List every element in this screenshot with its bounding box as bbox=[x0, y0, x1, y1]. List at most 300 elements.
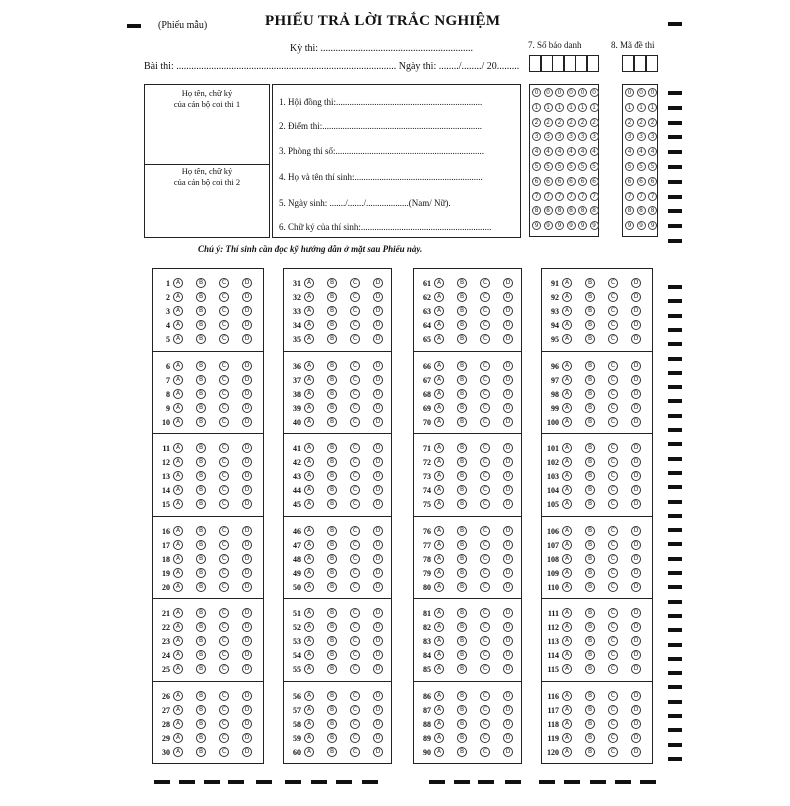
answer-bubble-d[interactable]: D bbox=[503, 278, 513, 288]
answer-bubble-a[interactable]: A bbox=[173, 664, 183, 674]
sbd-digit-box[interactable] bbox=[564, 55, 576, 72]
answer-bubble-b[interactable]: B bbox=[196, 499, 206, 509]
exam-code-digit-bubble[interactable]: 1 bbox=[648, 103, 657, 112]
answer-bubble-a[interactable]: A bbox=[562, 608, 572, 618]
answer-bubble-c[interactable]: C bbox=[608, 292, 618, 302]
answer-bubble-d[interactable]: D bbox=[242, 540, 252, 550]
answer-bubble-c[interactable]: C bbox=[350, 636, 360, 646]
answer-bubble-d[interactable]: D bbox=[373, 664, 383, 674]
answer-bubble-d[interactable]: D bbox=[373, 471, 383, 481]
exam-code-digit-bubble[interactable]: 0 bbox=[637, 88, 646, 97]
answer-bubble-b[interactable]: B bbox=[457, 334, 467, 344]
answer-bubble-a[interactable]: A bbox=[173, 582, 183, 592]
answer-bubble-b[interactable]: B bbox=[585, 471, 595, 481]
answer-bubble-d[interactable]: D bbox=[631, 747, 641, 757]
sbd-digit-bubble[interactable]: 7 bbox=[544, 192, 553, 201]
exam-code-digit-bubble[interactable]: 0 bbox=[625, 88, 634, 97]
answer-bubble-b[interactable]: B bbox=[585, 691, 595, 701]
answer-bubble-c[interactable]: C bbox=[350, 691, 360, 701]
answer-bubble-c[interactable]: C bbox=[608, 471, 618, 481]
answer-bubble-d[interactable]: D bbox=[631, 485, 641, 495]
sbd-digit-bubble[interactable]: 0 bbox=[555, 88, 564, 97]
answer-bubble-d[interactable]: D bbox=[503, 636, 513, 646]
answer-bubble-b[interactable]: B bbox=[196, 403, 206, 413]
exam-code-digit-bubble[interactable]: 7 bbox=[625, 192, 634, 201]
answer-bubble-d[interactable]: D bbox=[503, 320, 513, 330]
answer-bubble-b[interactable]: B bbox=[327, 499, 337, 509]
candidate-signature-field[interactable]: 6. Chữ ký của thí sinh:.......................................................... bbox=[279, 222, 492, 232]
answer-bubble-b[interactable]: B bbox=[585, 292, 595, 302]
answer-bubble-a[interactable]: A bbox=[434, 526, 444, 536]
answer-bubble-a[interactable]: A bbox=[434, 747, 444, 757]
answer-bubble-b[interactable]: B bbox=[585, 719, 595, 729]
sbd-digit-box[interactable] bbox=[541, 55, 553, 72]
answer-bubble-c[interactable]: C bbox=[219, 568, 229, 578]
answer-bubble-c[interactable]: C bbox=[608, 306, 618, 316]
birth-date-field[interactable]: 5. Ngày sinh: ......./......./...................(Nam/ Nữ). bbox=[279, 198, 451, 208]
answer-bubble-c[interactable]: C bbox=[608, 691, 618, 701]
answer-bubble-b[interactable]: B bbox=[585, 650, 595, 660]
answer-bubble-c[interactable]: C bbox=[350, 568, 360, 578]
answer-bubble-a[interactable]: A bbox=[562, 636, 572, 646]
answer-bubble-a[interactable]: A bbox=[173, 457, 183, 467]
answer-bubble-d[interactable]: D bbox=[373, 622, 383, 632]
answer-bubble-b[interactable]: B bbox=[585, 554, 595, 564]
answer-bubble-b[interactable]: B bbox=[196, 568, 206, 578]
answer-bubble-d[interactable]: D bbox=[242, 664, 252, 674]
sbd-digit-bubble[interactable]: 3 bbox=[578, 132, 587, 141]
answer-bubble-b[interactable]: B bbox=[457, 526, 467, 536]
room-field[interactable]: 3. Phòng thi số:.................................................................. bbox=[279, 146, 485, 156]
answer-bubble-c[interactable]: C bbox=[219, 554, 229, 564]
answer-bubble-c[interactable]: C bbox=[608, 389, 618, 399]
answer-bubble-a[interactable]: A bbox=[562, 375, 572, 385]
answer-bubble-a[interactable]: A bbox=[434, 485, 444, 495]
answer-bubble-d[interactable]: D bbox=[242, 278, 252, 288]
answer-bubble-d[interactable]: D bbox=[503, 733, 513, 743]
sbd-digit-bubble[interactable]: 4 bbox=[567, 147, 576, 156]
answer-bubble-a[interactable]: A bbox=[562, 334, 572, 344]
answer-bubble-a[interactable]: A bbox=[434, 650, 444, 660]
answer-bubble-d[interactable]: D bbox=[631, 733, 641, 743]
answer-bubble-d[interactable]: D bbox=[242, 334, 252, 344]
answer-bubble-a[interactable]: A bbox=[434, 499, 444, 509]
answer-bubble-b[interactable]: B bbox=[196, 650, 206, 660]
answer-bubble-b[interactable]: B bbox=[585, 320, 595, 330]
answer-bubble-d[interactable]: D bbox=[503, 554, 513, 564]
answer-bubble-d[interactable]: D bbox=[631, 526, 641, 536]
answer-bubble-b[interactable]: B bbox=[585, 403, 595, 413]
answer-bubble-a[interactable]: A bbox=[434, 278, 444, 288]
answer-bubble-b[interactable]: B bbox=[457, 568, 467, 578]
answer-bubble-a[interactable]: A bbox=[434, 719, 444, 729]
answer-bubble-a[interactable]: A bbox=[434, 306, 444, 316]
answer-bubble-c[interactable]: C bbox=[350, 375, 360, 385]
sbd-digit-bubble[interactable]: 8 bbox=[555, 206, 564, 215]
answer-bubble-a[interactable]: A bbox=[304, 375, 314, 385]
answer-bubble-c[interactable]: C bbox=[480, 636, 490, 646]
answer-bubble-d[interactable]: D bbox=[503, 292, 513, 302]
answer-bubble-c[interactable]: C bbox=[608, 747, 618, 757]
answer-bubble-a[interactable]: A bbox=[304, 306, 314, 316]
answer-bubble-b[interactable]: B bbox=[457, 733, 467, 743]
answer-bubble-d[interactable]: D bbox=[503, 540, 513, 550]
answer-bubble-c[interactable]: C bbox=[608, 608, 618, 618]
answer-bubble-c[interactable]: C bbox=[350, 650, 360, 660]
answer-bubble-b[interactable]: B bbox=[457, 389, 467, 399]
answer-bubble-d[interactable]: D bbox=[631, 622, 641, 632]
answer-bubble-a[interactable]: A bbox=[562, 457, 572, 467]
sbd-digit-bubble[interactable]: 0 bbox=[590, 88, 599, 97]
answer-bubble-a[interactable]: A bbox=[173, 443, 183, 453]
sbd-digit-bubble[interactable]: 9 bbox=[555, 221, 564, 230]
answer-bubble-a[interactable]: A bbox=[434, 443, 444, 453]
exam-code-digit-bubble[interactable]: 3 bbox=[637, 132, 646, 141]
answer-bubble-b[interactable]: B bbox=[196, 320, 206, 330]
answer-bubble-c[interactable]: C bbox=[350, 443, 360, 453]
answer-bubble-b[interactable]: B bbox=[327, 568, 337, 578]
answer-bubble-a[interactable]: A bbox=[173, 691, 183, 701]
exam-code-digit-bubble[interactable]: 8 bbox=[648, 206, 657, 215]
answer-bubble-d[interactable]: D bbox=[631, 306, 641, 316]
exam-code-digit-bubble[interactable]: 9 bbox=[625, 221, 634, 230]
sbd-digit-bubble[interactable]: 0 bbox=[532, 88, 541, 97]
answer-bubble-b[interactable]: B bbox=[196, 457, 206, 467]
answer-bubble-d[interactable]: D bbox=[242, 554, 252, 564]
answer-bubble-c[interactable]: C bbox=[608, 664, 618, 674]
answer-bubble-d[interactable]: D bbox=[373, 747, 383, 757]
answer-bubble-b[interactable]: B bbox=[585, 278, 595, 288]
answer-bubble-c[interactable]: C bbox=[480, 664, 490, 674]
answer-bubble-b[interactable]: B bbox=[327, 650, 337, 660]
answer-bubble-b[interactable]: B bbox=[457, 471, 467, 481]
answer-bubble-c[interactable]: C bbox=[480, 691, 490, 701]
answer-bubble-b[interactable]: B bbox=[327, 540, 337, 550]
sbd-digit-bubble[interactable]: 2 bbox=[578, 118, 587, 127]
answer-bubble-c[interactable]: C bbox=[608, 733, 618, 743]
exam-code-digit-bubble[interactable]: 9 bbox=[648, 221, 657, 230]
answer-bubble-b[interactable]: B bbox=[327, 306, 337, 316]
answer-bubble-a[interactable]: A bbox=[173, 375, 183, 385]
exam-code-digit-bubble[interactable]: 0 bbox=[648, 88, 657, 97]
answer-bubble-b[interactable]: B bbox=[196, 485, 206, 495]
sbd-digit-bubble[interactable]: 4 bbox=[578, 147, 587, 156]
answer-bubble-a[interactable]: A bbox=[304, 540, 314, 550]
answer-bubble-c[interactable]: C bbox=[608, 278, 618, 288]
answer-bubble-d[interactable]: D bbox=[373, 375, 383, 385]
answer-bubble-b[interactable]: B bbox=[327, 747, 337, 757]
answer-bubble-a[interactable]: A bbox=[562, 733, 572, 743]
answer-bubble-b[interactable]: B bbox=[457, 691, 467, 701]
answer-bubble-b[interactable]: B bbox=[585, 361, 595, 371]
answer-bubble-c[interactable]: C bbox=[480, 457, 490, 467]
answer-bubble-d[interactable]: D bbox=[631, 334, 641, 344]
exam-code-digit-bubble[interactable]: 1 bbox=[637, 103, 646, 112]
answer-bubble-a[interactable]: A bbox=[304, 526, 314, 536]
exam-code-digit-bubble[interactable]: 1 bbox=[625, 103, 634, 112]
answer-bubble-b[interactable]: B bbox=[457, 417, 467, 427]
answer-bubble-b[interactable]: B bbox=[196, 608, 206, 618]
answer-bubble-b[interactable]: B bbox=[585, 457, 595, 467]
answer-bubble-c[interactable]: C bbox=[350, 278, 360, 288]
answer-bubble-a[interactable]: A bbox=[173, 361, 183, 371]
answer-bubble-c[interactable]: C bbox=[350, 622, 360, 632]
answer-bubble-d[interactable]: D bbox=[242, 691, 252, 701]
answer-bubble-b[interactable]: B bbox=[585, 664, 595, 674]
answer-bubble-c[interactable]: C bbox=[219, 526, 229, 536]
answer-bubble-b[interactable]: B bbox=[327, 457, 337, 467]
answer-bubble-b[interactable]: B bbox=[327, 622, 337, 632]
answer-bubble-c[interactable]: C bbox=[219, 361, 229, 371]
exam-code-digit-bubble[interactable]: 5 bbox=[637, 162, 646, 171]
answer-bubble-b[interactable]: B bbox=[327, 608, 337, 618]
answer-bubble-b[interactable]: B bbox=[196, 582, 206, 592]
answer-bubble-b[interactable]: B bbox=[327, 664, 337, 674]
answer-bubble-b[interactable]: B bbox=[327, 691, 337, 701]
answer-bubble-b[interactable]: B bbox=[457, 292, 467, 302]
answer-bubble-b[interactable]: B bbox=[327, 719, 337, 729]
answer-bubble-b[interactable]: B bbox=[457, 664, 467, 674]
answer-bubble-a[interactable]: A bbox=[434, 375, 444, 385]
answer-bubble-b[interactable]: B bbox=[327, 375, 337, 385]
answer-bubble-d[interactable]: D bbox=[631, 540, 641, 550]
answer-bubble-d[interactable]: D bbox=[503, 664, 513, 674]
answer-bubble-c[interactable]: C bbox=[608, 334, 618, 344]
answer-bubble-b[interactable]: B bbox=[196, 389, 206, 399]
answer-bubble-b[interactable]: B bbox=[457, 457, 467, 467]
answer-bubble-a[interactable]: A bbox=[434, 582, 444, 592]
answer-bubble-b[interactable]: B bbox=[196, 417, 206, 427]
exam-code-digit-box[interactable] bbox=[646, 55, 658, 72]
answer-bubble-d[interactable]: D bbox=[242, 622, 252, 632]
answer-bubble-b[interactable]: B bbox=[585, 705, 595, 715]
answer-bubble-c[interactable]: C bbox=[608, 622, 618, 632]
answer-bubble-a[interactable]: A bbox=[562, 417, 572, 427]
answer-bubble-a[interactable]: A bbox=[562, 403, 572, 413]
answer-bubble-d[interactable]: D bbox=[503, 568, 513, 578]
answer-bubble-d[interactable]: D bbox=[503, 306, 513, 316]
answer-bubble-b[interactable]: B bbox=[585, 747, 595, 757]
answer-bubble-a[interactable]: A bbox=[304, 608, 314, 618]
answer-bubble-a[interactable]: A bbox=[562, 292, 572, 302]
answer-bubble-a[interactable]: A bbox=[173, 471, 183, 481]
answer-bubble-b[interactable]: B bbox=[585, 485, 595, 495]
sbd-digit-bubble[interactable]: 2 bbox=[590, 118, 599, 127]
answer-bubble-c[interactable]: C bbox=[608, 636, 618, 646]
answer-bubble-d[interactable]: D bbox=[242, 457, 252, 467]
answer-bubble-a[interactable]: A bbox=[304, 568, 314, 578]
answer-bubble-d[interactable]: D bbox=[242, 320, 252, 330]
answer-bubble-c[interactable]: C bbox=[480, 499, 490, 509]
answer-bubble-b[interactable]: B bbox=[457, 278, 467, 288]
answer-bubble-b[interactable]: B bbox=[327, 292, 337, 302]
answer-bubble-c[interactable]: C bbox=[480, 417, 490, 427]
answer-bubble-b[interactable]: B bbox=[196, 334, 206, 344]
answer-bubble-a[interactable]: A bbox=[434, 320, 444, 330]
answer-bubble-d[interactable]: D bbox=[503, 622, 513, 632]
answer-bubble-c[interactable]: C bbox=[608, 375, 618, 385]
answer-bubble-d[interactable]: D bbox=[373, 636, 383, 646]
answer-bubble-c[interactable]: C bbox=[608, 540, 618, 550]
sbd-digit-bubble[interactable]: 9 bbox=[544, 221, 553, 230]
answer-bubble-c[interactable]: C bbox=[480, 320, 490, 330]
answer-bubble-b[interactable]: B bbox=[327, 334, 337, 344]
answer-bubble-a[interactable]: A bbox=[304, 691, 314, 701]
answer-bubble-c[interactable]: C bbox=[608, 485, 618, 495]
answer-bubble-c[interactable]: C bbox=[350, 361, 360, 371]
answer-bubble-d[interactable]: D bbox=[242, 582, 252, 592]
answer-bubble-b[interactable]: B bbox=[457, 540, 467, 550]
answer-bubble-a[interactable]: A bbox=[562, 471, 572, 481]
exam-code-digit-bubble[interactable]: 3 bbox=[625, 132, 634, 141]
answer-bubble-d[interactable]: D bbox=[503, 526, 513, 536]
exam-code-digit-bubble[interactable]: 6 bbox=[637, 177, 646, 186]
answer-bubble-c[interactable]: C bbox=[350, 499, 360, 509]
answer-bubble-c[interactable]: C bbox=[350, 334, 360, 344]
answer-bubble-a[interactable]: A bbox=[562, 568, 572, 578]
answer-bubble-c[interactable]: C bbox=[480, 526, 490, 536]
answer-bubble-a[interactable]: A bbox=[173, 622, 183, 632]
sbd-digit-bubble[interactable]: 4 bbox=[590, 147, 599, 156]
answer-bubble-d[interactable]: D bbox=[503, 582, 513, 592]
answer-bubble-d[interactable]: D bbox=[631, 705, 641, 715]
answer-bubble-d[interactable]: D bbox=[242, 747, 252, 757]
answer-bubble-c[interactable]: C bbox=[608, 361, 618, 371]
answer-bubble-d[interactable]: D bbox=[503, 499, 513, 509]
answer-bubble-d[interactable]: D bbox=[373, 320, 383, 330]
answer-bubble-b[interactable]: B bbox=[196, 292, 206, 302]
answer-bubble-a[interactable]: A bbox=[173, 540, 183, 550]
answer-bubble-a[interactable]: A bbox=[304, 334, 314, 344]
answer-bubble-a[interactable]: A bbox=[304, 636, 314, 646]
answer-bubble-a[interactable]: A bbox=[562, 389, 572, 399]
answer-bubble-a[interactable]: A bbox=[434, 636, 444, 646]
answer-bubble-b[interactable]: B bbox=[196, 664, 206, 674]
answer-bubble-d[interactable]: D bbox=[503, 375, 513, 385]
answer-bubble-d[interactable]: D bbox=[503, 719, 513, 729]
sbd-digit-bubble[interactable]: 3 bbox=[544, 132, 553, 141]
answer-bubble-c[interactable]: C bbox=[480, 650, 490, 660]
answer-bubble-a[interactable]: A bbox=[562, 320, 572, 330]
answer-bubble-a[interactable]: A bbox=[562, 540, 572, 550]
answer-bubble-d[interactable]: D bbox=[631, 471, 641, 481]
answer-bubble-b[interactable]: B bbox=[457, 622, 467, 632]
answer-bubble-c[interactable]: C bbox=[219, 306, 229, 316]
answer-bubble-a[interactable]: A bbox=[173, 568, 183, 578]
sbd-digit-bubble[interactable]: 6 bbox=[567, 177, 576, 186]
answer-bubble-c[interactable]: C bbox=[219, 608, 229, 618]
answer-bubble-a[interactable]: A bbox=[562, 719, 572, 729]
answer-bubble-a[interactable]: A bbox=[304, 499, 314, 509]
answer-bubble-a[interactable]: A bbox=[434, 361, 444, 371]
exam-code-digit-bubble[interactable]: 5 bbox=[625, 162, 634, 171]
sbd-digit-bubble[interactable]: 9 bbox=[590, 221, 599, 230]
sbd-digit-bubble[interactable]: 4 bbox=[532, 147, 541, 156]
answer-bubble-c[interactable]: C bbox=[480, 608, 490, 618]
answer-bubble-d[interactable]: D bbox=[631, 554, 641, 564]
sbd-digit-bubble[interactable]: 5 bbox=[578, 162, 587, 171]
answer-bubble-b[interactable]: B bbox=[457, 443, 467, 453]
answer-bubble-b[interactable]: B bbox=[585, 375, 595, 385]
answer-bubble-d[interactable]: D bbox=[503, 443, 513, 453]
answer-bubble-d[interactable]: D bbox=[373, 403, 383, 413]
answer-bubble-a[interactable]: A bbox=[434, 457, 444, 467]
answer-bubble-a[interactable]: A bbox=[304, 457, 314, 467]
answer-bubble-c[interactable]: C bbox=[350, 705, 360, 715]
answer-bubble-b[interactable]: B bbox=[327, 705, 337, 715]
answer-bubble-b[interactable]: B bbox=[196, 526, 206, 536]
answer-bubble-a[interactable]: A bbox=[173, 278, 183, 288]
answer-bubble-b[interactable]: B bbox=[196, 361, 206, 371]
exam-code-digit-bubble[interactable]: 4 bbox=[637, 147, 646, 156]
answer-bubble-a[interactable]: A bbox=[173, 526, 183, 536]
answer-bubble-c[interactable]: C bbox=[608, 719, 618, 729]
answer-bubble-d[interactable]: D bbox=[631, 375, 641, 385]
answer-bubble-b[interactable]: B bbox=[196, 691, 206, 701]
answer-bubble-c[interactable]: C bbox=[350, 417, 360, 427]
answer-bubble-b[interactable]: B bbox=[327, 361, 337, 371]
answer-bubble-a[interactable]: A bbox=[304, 554, 314, 564]
sbd-digit-bubble[interactable]: 7 bbox=[555, 192, 564, 201]
answer-bubble-d[interactable]: D bbox=[503, 403, 513, 413]
answer-bubble-d[interactable]: D bbox=[631, 403, 641, 413]
answer-bubble-a[interactable]: A bbox=[173, 636, 183, 646]
answer-bubble-a[interactable]: A bbox=[562, 582, 572, 592]
answer-bubble-c[interactable]: C bbox=[480, 747, 490, 757]
answer-bubble-b[interactable]: B bbox=[457, 582, 467, 592]
sbd-digit-bubble[interactable]: 6 bbox=[590, 177, 599, 186]
answer-bubble-d[interactable]: D bbox=[503, 691, 513, 701]
answer-bubble-b[interactable]: B bbox=[196, 622, 206, 632]
answer-bubble-d[interactable]: D bbox=[373, 733, 383, 743]
answer-bubble-d[interactable]: D bbox=[242, 443, 252, 453]
sbd-digit-bubble[interactable]: 1 bbox=[567, 103, 576, 112]
answer-bubble-b[interactable]: B bbox=[327, 278, 337, 288]
answer-bubble-c[interactable]: C bbox=[350, 733, 360, 743]
answer-bubble-a[interactable]: A bbox=[434, 417, 444, 427]
answer-bubble-a[interactable]: A bbox=[304, 747, 314, 757]
answer-bubble-b[interactable]: B bbox=[327, 582, 337, 592]
answer-bubble-c[interactable]: C bbox=[480, 278, 490, 288]
answer-bubble-d[interactable]: D bbox=[631, 443, 641, 453]
answer-bubble-b[interactable]: B bbox=[457, 375, 467, 385]
sbd-digit-box[interactable] bbox=[575, 55, 587, 72]
answer-bubble-b[interactable]: B bbox=[457, 650, 467, 660]
answer-bubble-d[interactable]: D bbox=[503, 747, 513, 757]
sbd-digit-bubble[interactable]: 7 bbox=[567, 192, 576, 201]
answer-bubble-c[interactable]: C bbox=[480, 361, 490, 371]
answer-bubble-c[interactable]: C bbox=[219, 636, 229, 646]
answer-bubble-a[interactable]: A bbox=[173, 719, 183, 729]
answer-bubble-b[interactable]: B bbox=[457, 608, 467, 618]
answer-bubble-b[interactable]: B bbox=[457, 403, 467, 413]
answer-bubble-d[interactable]: D bbox=[631, 320, 641, 330]
exam-code-digit-bubble[interactable]: 7 bbox=[637, 192, 646, 201]
sbd-digit-bubble[interactable]: 0 bbox=[567, 88, 576, 97]
answer-bubble-d[interactable]: D bbox=[631, 278, 641, 288]
answer-bubble-c[interactable]: C bbox=[219, 719, 229, 729]
exam-code-digit-bubble[interactable]: 7 bbox=[648, 192, 657, 201]
answer-bubble-d[interactable]: D bbox=[242, 608, 252, 618]
answer-bubble-c[interactable]: C bbox=[480, 292, 490, 302]
answer-bubble-a[interactable]: A bbox=[173, 554, 183, 564]
answer-bubble-a[interactable]: A bbox=[434, 403, 444, 413]
answer-bubble-c[interactable]: C bbox=[480, 389, 490, 399]
answer-bubble-a[interactable]: A bbox=[562, 526, 572, 536]
sbd-digit-bubble[interactable]: 5 bbox=[555, 162, 564, 171]
answer-bubble-c[interactable]: C bbox=[350, 608, 360, 618]
answer-bubble-c[interactable]: C bbox=[219, 650, 229, 660]
